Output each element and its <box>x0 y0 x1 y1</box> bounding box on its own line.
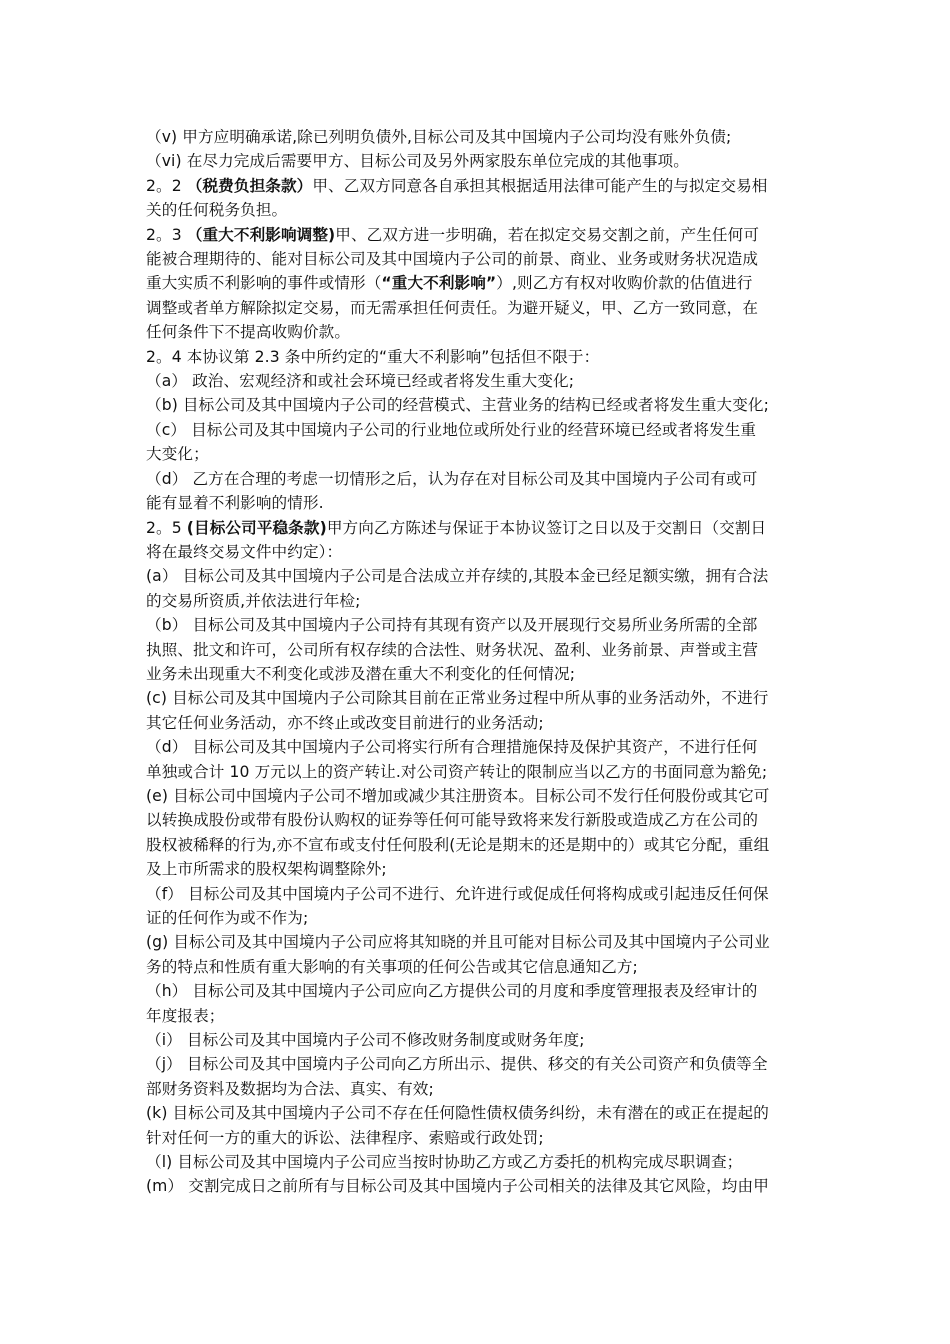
text-line: （c） 目标公司及其中国境内子公司的行业地位或所处行业的经营环境已经或者将发生重 <box>146 420 757 439</box>
text-line: （f） 目标公司及其中国境内子公司不进行、允许进行或促成任何将构成或引起违反任何保 <box>146 884 769 903</box>
text-line: 股权被稀释的行为,亦不宣布或支付任何股利(无论是期末的还是期中的）或其它分配，重组 <box>146 835 770 854</box>
text-line: 大变化； <box>146 445 209 464</box>
text-line: 其它任何业务活动，亦不终止或改变目前进行的业务活动; <box>146 713 544 732</box>
document-body <box>146 125 806 1199</box>
clause-title: “重大不利影响” <box>381 274 497 293</box>
text-line: 及上市所需求的股权架构调整除外; <box>146 860 387 879</box>
text-line: 关的任何税务负担。 <box>146 201 288 220</box>
text-line: 业务未出现重大不利变化或涉及潜在重大不利变化的任何情况; <box>146 664 576 683</box>
text-line: 部财务资料及数据均为合法、真实、有效; <box>146 1079 434 1098</box>
text-line: 能被合理期待的、能对目标公司及其中国境内子公司的前景、商业、业务或财务状况造成 <box>146 250 759 269</box>
text-line: （h） 目标公司及其中国境内子公司应向乙方提供公司的月度和季度管理报表及经审计的 <box>146 982 758 1001</box>
text-line: 年度报表； <box>146 1006 225 1025</box>
text-line: 2。4 本协议第 2.3 条中所约定的“重大不利影响”包括但不限于： <box>146 347 600 366</box>
text-line: 将在最终交易文件中约定）： <box>146 542 343 561</box>
clause-title: （税费负担条款） <box>186 176 313 195</box>
text-line: 的交易所资质,并依法进行年检; <box>146 591 361 610</box>
text-line: (g) 目标公司及其中国境内子公司应将其知晓的并且可能对目标公司及其中国境内子公司业 <box>146 933 770 952</box>
text-line: (m） 交割完成日之前所有与目标公司及其中国境内子公司相关的法律及其它风险，均由甲 <box>146 1177 769 1196</box>
clause-text: 甲、乙双方进一步明确，若在拟定交易交割之前，产生任何可 <box>335 225 760 244</box>
clause-number: 2。5 <box>146 518 187 537</box>
text-line: （b） 目标公司及其中国境内子公司持有其现有资产以及开展现行交易所业务所需的全部 <box>146 616 758 635</box>
clause-number: 2。3 <box>146 225 187 244</box>
clause-number: 重大实质不利影响的事件或情形（ <box>146 274 382 293</box>
text-line: 证的任何作为或不作为; <box>146 909 309 927</box>
clause-number: 2。2 <box>146 176 187 195</box>
text-line: 能有显着不利影响的情形. <box>146 494 324 513</box>
text-line: （d） 目标公司及其中国境内子公司将实行所有合理措施保持及保护其资产，不进行任何 <box>146 738 758 757</box>
text-line: （d） 乙方在合理的考虑一切情形之后，认为存在对目标公司及其中国境内子公司有或可 <box>146 469 758 488</box>
clause-text: ）,则乙方有权对收购价款的估值进行 <box>496 274 753 293</box>
text-line <box>146 174 806 198</box>
text-line: 以转换成股份或带有股份认购权的证券等任何可能导致将来发行新股或造成乙方在公司的 <box>146 811 759 830</box>
text-line: 单独或合计 10 万元以上的资产转让.对公司资产转让的限制应当以乙方的书面同意为豁免; <box>146 762 768 781</box>
text-line: 针对任何一方的重大的诉讼、法律程序、索赔或行政处罚; <box>146 1128 544 1147</box>
text-line: (a） 目标公司及其中国境内子公司是合法成立并存续的,其股本金已经足额实缴，拥有合法 <box>146 567 769 586</box>
clause-title: （重大不利影响调整) <box>186 225 336 244</box>
text-line: 调整或者单方解除拟定交易，而无需承担任何责任。为避开疑义，甲、乙方一致同意，在 <box>146 298 759 317</box>
text-line <box>146 223 806 247</box>
text-line: (c) 目标公司及其中国境内子公司除其目前在正常业务过程中所从事的业务活动外，不进行 <box>146 689 769 708</box>
text-line: （a） 政治、宏观经济和或社会环境已经或者将发生重大变化; <box>146 372 575 391</box>
text-line <box>146 271 806 295</box>
text-line: 任何条件下不提高收购价款。 <box>146 323 351 342</box>
text-line: 执照、批文和许可，公司所有权存续的合法性、财务状况、盈利、业务前景、声誉或主营 <box>146 640 759 659</box>
clause-title: (目标公司平稳条款) <box>186 518 327 537</box>
text-line: （v) 甲方应明确承诺,除已列明负债外,目标公司及其中国境内子公司均没有账外负债; <box>146 128 732 146</box>
text-line: 务的特点和性质有重大影响的有关事项的任何公告或其它信息通知乙方; <box>146 957 638 976</box>
clause-text: 甲方向乙方陈述与保证于本协议签订之日以及于交割日（交割日 <box>326 518 767 537</box>
text-line <box>146 516 806 540</box>
clause-text: 甲、乙双方同意各自承担其根据适用法律可能产生的与拟定交易相 <box>312 176 768 195</box>
text-line: (k) 目标公司及其中国境内子公司不存在任何隐性债权债务纠纷，未有潜在的或正在提起的 <box>146 1104 769 1123</box>
text-line: （l) 目标公司及其中国境内子公司应当按时协助乙方或乙方委托的机构完成尽职调查； <box>146 1153 743 1172</box>
text-line: （j） 目标公司及其中国境内子公司向乙方所出示、提供、移交的有关公司资产和负债等全 <box>146 1055 768 1074</box>
text-line: （b) 目标公司及其中国境内子公司的经营模式、主营业务的结构已经或者将发生重大变化; <box>146 396 769 415</box>
text-line: （i） 目标公司及其中国境内子公司不修改财务制度或财务年度; <box>146 1031 585 1050</box>
text-line: (e) 目标公司中国境内子公司不增加或减少其注册资本。目标公司不发行任何股份或其它可 <box>146 786 770 805</box>
text-line: （vi) 在尽力完成后需要甲方、目标公司及另外两家股东单位完成的其他事项。 <box>146 152 689 171</box>
